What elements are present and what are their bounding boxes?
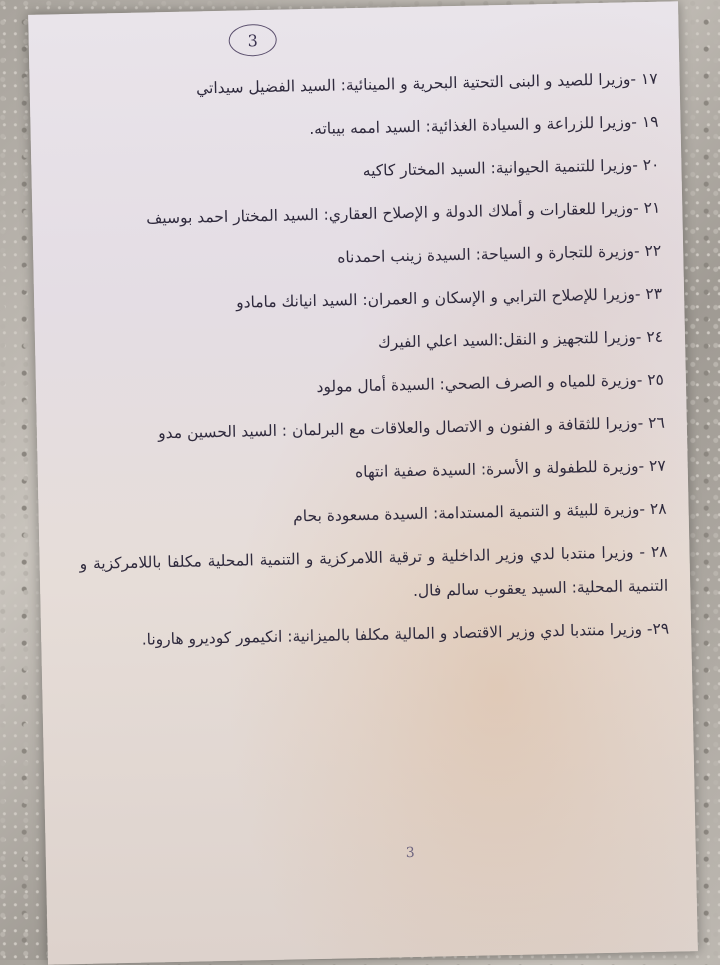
list-item xyxy=(77,449,666,495)
list-item xyxy=(69,62,658,108)
list-item xyxy=(73,234,662,280)
list-item xyxy=(76,363,665,409)
list-item-text: ٢٥ -وزيرة للمياه و الصرف الصحي: السيدة أمال مولود xyxy=(316,370,665,396)
list-item xyxy=(78,492,667,538)
list-item-text: ٢٣ -وزيرا للإصلاح الترابي و الإسكان و العمران: السيد انيانك مامادو xyxy=(235,284,663,312)
list-item-text: ١٩ -وزيرا للزراعة و السيادة الغذائية: السيد اممه بيباته. xyxy=(309,112,659,139)
list-item-text: ٢٩- وزيرا منتدبا لدي وزير الاقتصاد و المالية مكلفا بالميزانية: انكيمور كوديرو هارونا. xyxy=(141,619,670,649)
list-item xyxy=(75,320,664,366)
list-item-text: ٢٤ -وزيرا للتجهيز و النقل:السيد اعلي الفيرك xyxy=(377,327,664,352)
list-item xyxy=(77,406,666,452)
list-item-text: ٢٠ -وزيرا للتنمية الحيوانية: السيد المختار كاكيه xyxy=(362,155,660,180)
document-page xyxy=(28,1,698,964)
list-item-text: ١٧ -وزيرا للصيد و البنى التحتية البحرية و المينائية: السيد الفضيل سيداتي xyxy=(195,69,658,98)
list-item xyxy=(71,148,660,194)
list-item-text: ٢٢ -وزيرة للتجارة و السياحة: السيدة زينب احمدناه xyxy=(337,241,662,267)
list-item-text: ٢٨ -وزيرة للبيئة و التنمية المستدامة: السيدة مسعودة بحام xyxy=(293,499,667,526)
footer-page-number: 3 xyxy=(405,845,415,862)
page-number-badge xyxy=(228,24,277,57)
list-item-text: ٢٧ -وزيرة للطفولة و الأسرة: السيدة صفية انتهاه xyxy=(354,456,666,482)
list-item-text: ٢١ -وزيرا للعقارات و أملاك الدولة و الإصلاح العقاري: السيد المختار احمد بوسيف xyxy=(146,198,661,228)
list-item xyxy=(72,191,661,237)
list-item xyxy=(79,535,668,615)
list-item-text: ٢٦ -وزيرا للثقافة و الفنون و الاتصال والعلاقات مع البرلمان : السيد الحسين مدو xyxy=(157,413,665,443)
list-item-text: ٢٨ - وزيرا منتدبا لدي وزير الداخلية و ترقية اللامركزية و التنمية المحلية مكلفا باللامركزية و التنمية المحلية: السيد يعقوب سالم فال. xyxy=(79,542,669,600)
page-number-label: 3 xyxy=(247,30,258,50)
list-item xyxy=(74,277,663,323)
list-item xyxy=(70,105,659,151)
list-item xyxy=(81,612,670,658)
minister-list xyxy=(69,62,669,667)
